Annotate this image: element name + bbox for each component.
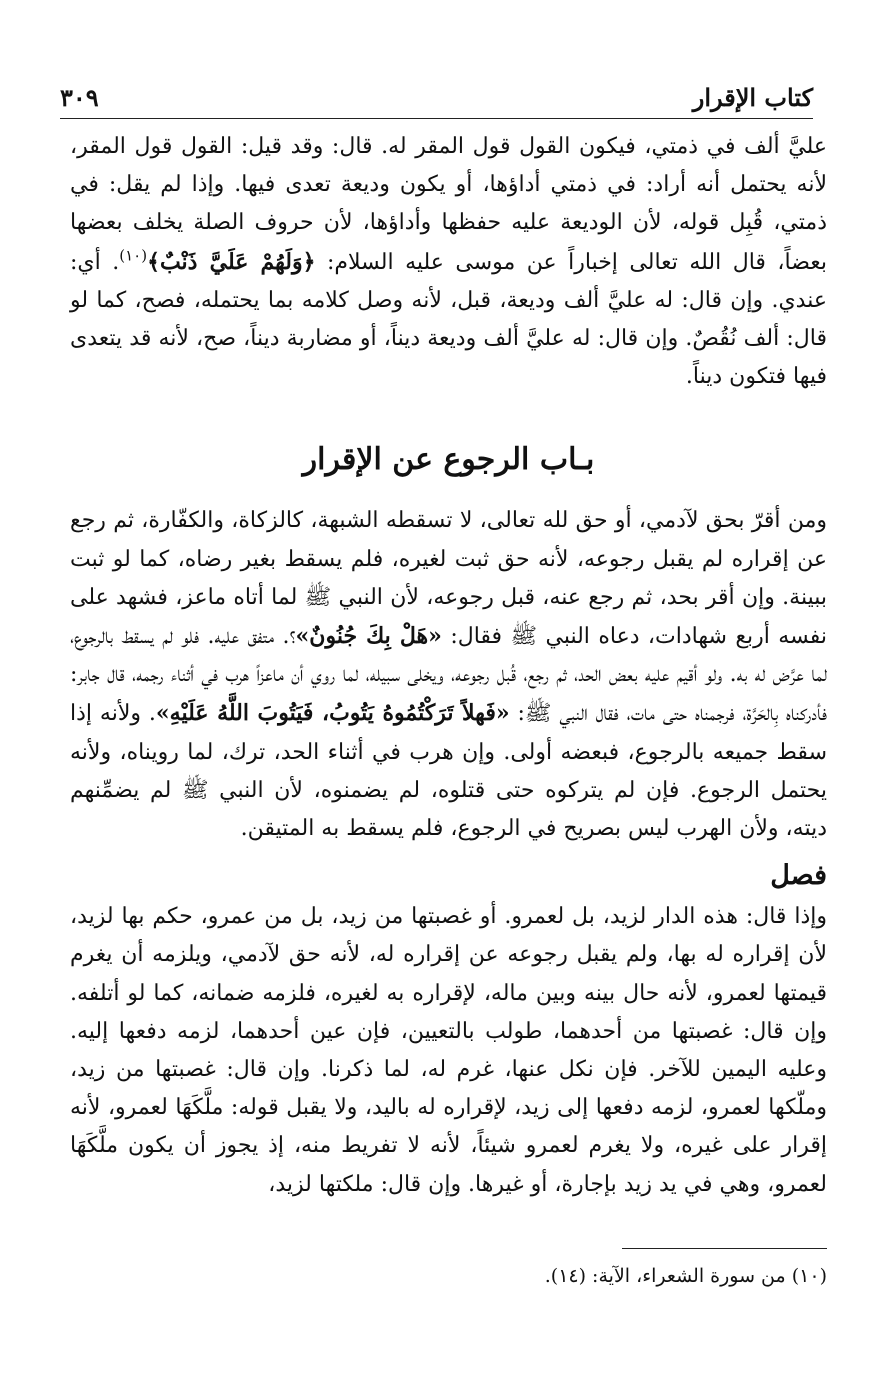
section-title: بـاب الرجوع عن الإقرار: [302, 442, 595, 478]
paragraph-continuation: [70, 128, 827, 396]
paragraph-text: عليَّ ألف في ذمتي، فيكون القول قول المقر له. قال: وقد قيل: القول قول المقر، لأنه يحتمل أنه أراد: في ذمتي أداؤها، أو يكون وديعة تعدى فيها. وإذا لم يقل: في ذمتي، قُبِل قوله، لأن الوديعة عليه حفظها وأداؤها، لأن حروف الصلة يخلف بعضها بعضاً، قال الله تعالى إخباراً عن موسى عليه السلام:: [70, 134, 828, 275]
footnote-rule: [622, 1248, 827, 1249]
header-rule: [60, 118, 813, 119]
hadith-quote: «فَهلاً تَرَكْتُمُوهُ يَتُوبُ، فَيَتُوبَ اللَّهُ عَلَيْهِ»: [155, 700, 510, 727]
footnote-reference[interactable]: (١٠): [119, 246, 148, 265]
paragraph-text: ومن أقرّ بحق لآدمي، أو حق لله تعالى، لا تسقطه الشبهة، كالزكاة، والكفّارة، ثم رجع عن إقراره لم يقبل رجوعه، لأنه حق ثبت لغيره، فلم يسقط بغير رضاه، كما لو ثبت ببينة. وإن أقر بحد، ثم رجع عنه، قبل رجوعه، لأن النبي ﷺ لما أتاه ماعز، فشهد على نفسه أربع شهادات، دعاه النبي ﷺ فقال:: [70, 508, 827, 650]
running-title: كتاب الإقرار: [692, 83, 813, 112]
fasl-heading: فصل: [770, 860, 827, 892]
paragraph-text: ؟. متفق عليه. فلو لم يسقط بالرجوع، لما عرَّض له به. ولو أقيم عليه بعض الحد، ثم رجع، قُبل رجوعه، ويخلى سبيله، لما روي أن ماعزاً هرب في أثناء رجمه، قال جابر: فأدركناه بِالحَرَّة، فرجمناه حتى مات، فقال النبي ﷺ:: [70, 624, 827, 727]
hadith-quote: «هَلْ بِكَ جُنُونٌ»: [295, 623, 442, 650]
page-header: [60, 62, 813, 112]
paragraph-retraction: [70, 502, 827, 848]
page-number: ٣٠٩: [60, 83, 99, 112]
paragraph-text: . أي: عندي. وإن قال: له عليَّ ألف وديعة، قبل، لأنه وصل كلامه بما يحتمله، فصح، كما لو قال: ألف نُقُصٌ. وإن قال: له عليَّ ألف وديعة ديناً، أو مضاربة ديناً، صح، لأنه قد يتعدى فيها فتكون ديناً.: [70, 249, 827, 390]
paragraph-fasl: وإذا قال: هذه الدار لزيد، بل لعمرو. أو غصبتها من زيد، بل من عمرو، حكم بها لزيد، لأن إقراره له بها، ولم يقبل رجوعه عن إقراره له، لأنه حق لآدمي، ويلزمه أن يغرم قيمتها لعمرو، لأنه حال بينه وبين ماله، لإقراره به لغيره، فلزمه ضمانه، كما لو أتلفه. وإن قال: غصبتها من أحدهما، طولب بالتعيين، فإن عين أحدهما، لزمه دفعها إليه. وعليه اليمين للآخر. فإن نكل عنها، غرم له، لما ذكرنا. وإن قال: غصبتها من زيد، وملّكها لعمرو، لزمه دفعها إلى زيد، لإقراره له باليد، ولا يقبل قوله: ملَّكَهَا لعمرو، لأنه إقرار على غيره، ولا يغرم لعمرو شيئاً، لأنه لا تفريط منه، إذ يجوز أن يكون ملَّكَهَا لعمرو، وهي في يد زيد بإجارة، أو غيرها. وإن قال: ملكتها لزيد،: [70, 904, 827, 1197]
footnote: (١٠) من سورة الشعراء، الآية: (١٤).: [544, 1265, 827, 1287]
paragraph-text: . ولأنه إذا سقط جميعه بالرجوع، فبعضه أولى. وإن هرب في أثناء الحد، ترك، لما رويناه، ولأنه يحتمل الرجوع. فإن لم يتركوه حتى قتلوه، لم يضمنوه، لأن النبي ﷺ لم يضمِّنهم ديته، ولأن الهرب ليس بصريح في الرجوع، فلم يسقط به المتيقن.: [70, 701, 827, 842]
quran-verse: ﴿وَلَهُمْ عَلَيَّ ذَنْبٌ﴾: [147, 248, 316, 275]
page-body: [70, 128, 827, 1204]
